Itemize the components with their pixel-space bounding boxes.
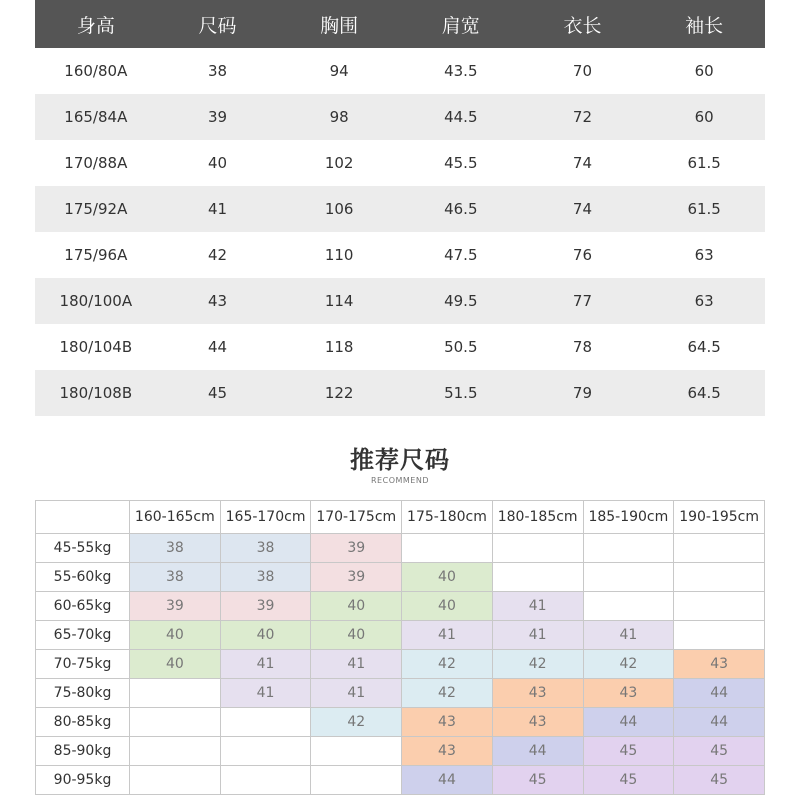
table-cell: 165/84A [35,94,157,140]
table-cell: 180/104B [35,324,157,370]
table-cell: 61.5 [643,186,765,232]
table-row [36,563,765,592]
recommend-size-cell [220,737,311,766]
recommend-size-cell: 44 [583,708,674,737]
table-cell: 44 [157,324,279,370]
table-cell: 74 [522,140,644,186]
recommend-weight-label: 75-80kg [36,679,130,708]
table-cell: 175/92A [35,186,157,232]
recommend-size-cell: 43 [402,708,493,737]
recommend-weight-label: 80-85kg [36,708,130,737]
recommend-size-cell: 41 [492,592,583,621]
table-row [36,621,765,650]
recommend-size-cell: 41 [311,679,402,708]
recommend-size-cell: 41 [402,621,493,650]
recommend-size-cell [402,534,493,563]
table-cell: 70 [522,48,644,94]
recommend-size-cell: 43 [492,679,583,708]
table-cell: 60 [643,48,765,94]
recommend-size-cell [220,708,311,737]
table-cell: 64.5 [643,370,765,416]
recommend-size-cell: 43 [674,650,765,679]
recommend-size-cell: 42 [402,679,493,708]
table-cell: 42 [157,232,279,278]
recommend-size-cell: 38 [130,563,221,592]
table-cell: 43 [157,278,279,324]
table-row [35,232,765,278]
table-cell: 39 [157,94,279,140]
table-cell: 79 [522,370,644,416]
size-chart-header-row [35,0,765,48]
size-chart-header-cell: 肩宽 [400,0,522,48]
table-cell: 122 [278,370,400,416]
recommend-weight-label: 90-95kg [36,766,130,795]
recommend-size-cell: 45 [583,737,674,766]
table-row [36,737,765,766]
table-cell: 102 [278,140,400,186]
size-chart-header-cell: 胸围 [278,0,400,48]
table-cell: 160/80A [35,48,157,94]
recommend-size-cell [311,737,402,766]
recommend-size-cell [130,679,221,708]
recommend-size-cell: 40 [311,592,402,621]
table-cell: 46.5 [400,186,522,232]
recommend-size-cell [583,563,674,592]
recommend-size-cell: 38 [220,534,311,563]
recommend-size-cell [220,766,311,795]
table-cell: 63 [643,278,765,324]
recommend-size-cell: 42 [583,650,674,679]
recommend-size-cell: 41 [492,621,583,650]
recommend-height-header: 175-180cm [402,501,493,534]
recommend-size-cell: 44 [674,708,765,737]
table-cell: 43.5 [400,48,522,94]
table-row [35,186,765,232]
recommend-size-cell: 42 [402,650,493,679]
recommend-weight-label: 55-60kg [36,563,130,592]
table-row [36,766,765,795]
recommend-weight-label: 45-55kg [36,534,130,563]
table-row [35,140,765,186]
recommend-size-cell: 38 [130,534,221,563]
recommend-size-cell: 44 [492,737,583,766]
recommend-table [35,500,765,795]
table-cell: 170/88A [35,140,157,186]
table-cell: 118 [278,324,400,370]
recommend-weight-label: 70-75kg [36,650,130,679]
recommend-height-header: 185-190cm [583,501,674,534]
recommend-size-cell: 41 [311,650,402,679]
recommend-size-cell [674,621,765,650]
recommend-size-cell [492,534,583,563]
size-chart-table [35,0,765,416]
recommend-size-cell: 42 [492,650,583,679]
recommend-size-cell [130,737,221,766]
table-cell: 114 [278,278,400,324]
table-row [35,48,765,94]
table-cell: 60 [643,94,765,140]
recommend-height-header: 160-165cm [130,501,221,534]
table-cell: 45 [157,370,279,416]
recommend-size-cell [674,534,765,563]
size-chart-body [35,48,765,416]
recommend-size-cell: 44 [674,679,765,708]
recommend-size-cell: 42 [311,708,402,737]
recommend-size-cell: 43 [402,737,493,766]
table-cell: 44.5 [400,94,522,140]
table-row [35,324,765,370]
table-cell: 110 [278,232,400,278]
recommend-size-cell: 41 [583,621,674,650]
table-cell: 180/100A [35,278,157,324]
recommend-size-cell: 45 [583,766,674,795]
recommend-corner-cell [36,501,130,534]
table-row [36,679,765,708]
table-cell: 98 [278,94,400,140]
recommend-size-cell: 41 [220,679,311,708]
recommend-size-cell [130,766,221,795]
table-cell: 51.5 [400,370,522,416]
recommend-weight-label: 65-70kg [36,621,130,650]
table-cell: 63 [643,232,765,278]
recommend-size-cell: 45 [674,766,765,795]
table-cell: 38 [157,48,279,94]
recommend-size-cell [583,592,674,621]
recommend-weight-label: 85-90kg [36,737,130,766]
recommend-subtitle: RECOMMEND [371,476,429,485]
size-chart-header-cell: 衣长 [522,0,644,48]
table-row [35,278,765,324]
recommend-body [36,534,765,795]
recommend-size-cell: 40 [220,621,311,650]
recommend-size-cell [674,592,765,621]
recommend-size-cell [674,563,765,592]
table-row [36,592,765,621]
table-row [35,94,765,140]
table-cell: 47.5 [400,232,522,278]
recommend-size-cell: 40 [402,563,493,592]
recommend-size-cell: 40 [130,621,221,650]
recommend-size-cell: 39 [311,534,402,563]
recommend-header-row [36,501,765,534]
recommend-size-cell: 44 [402,766,493,795]
recommend-size-cell: 40 [311,621,402,650]
table-cell: 41 [157,186,279,232]
table-row [36,650,765,679]
recommend-size-cell [583,534,674,563]
recommend-weight-label: 60-65kg [36,592,130,621]
recommend-height-header: 165-170cm [220,501,311,534]
table-cell: 175/96A [35,232,157,278]
recommend-size-cell: 43 [492,708,583,737]
table-cell: 40 [157,140,279,186]
table-cell: 76 [522,232,644,278]
table-cell: 94 [278,48,400,94]
size-chart-header-cell: 袖长 [643,0,765,48]
table-cell: 74 [522,186,644,232]
recommend-size-cell: 39 [220,592,311,621]
recommend-size-cell [492,563,583,592]
table-cell: 72 [522,94,644,140]
table-cell: 78 [522,324,644,370]
table-cell: 45.5 [400,140,522,186]
recommend-height-header: 170-175cm [311,501,402,534]
table-row [36,534,765,563]
recommend-size-cell [311,766,402,795]
recommend-size-cell: 41 [220,650,311,679]
recommend-size-cell: 39 [130,592,221,621]
recommend-size-cell: 43 [583,679,674,708]
size-chart-header-cell: 尺码 [157,0,279,48]
table-cell: 61.5 [643,140,765,186]
recommend-title: 推荐尺码 [350,446,450,474]
table-cell: 50.5 [400,324,522,370]
recommend-height-header: 190-195cm [674,501,765,534]
table-cell: 180/108B [35,370,157,416]
recommend-size-cell [130,708,221,737]
table-cell: 77 [522,278,644,324]
recommend-height-header: 180-185cm [492,501,583,534]
recommend-size-cell: 39 [311,563,402,592]
recommend-size-cell: 40 [402,592,493,621]
recommend-size-cell: 40 [130,650,221,679]
table-row [35,370,765,416]
table-row [36,708,765,737]
size-chart-header-cell: 身高 [35,0,157,48]
table-cell: 64.5 [643,324,765,370]
recommend-size-cell: 45 [492,766,583,795]
table-cell: 49.5 [400,278,522,324]
recommend-size-cell: 45 [674,737,765,766]
recommend-size-cell: 38 [220,563,311,592]
table-cell: 106 [278,186,400,232]
